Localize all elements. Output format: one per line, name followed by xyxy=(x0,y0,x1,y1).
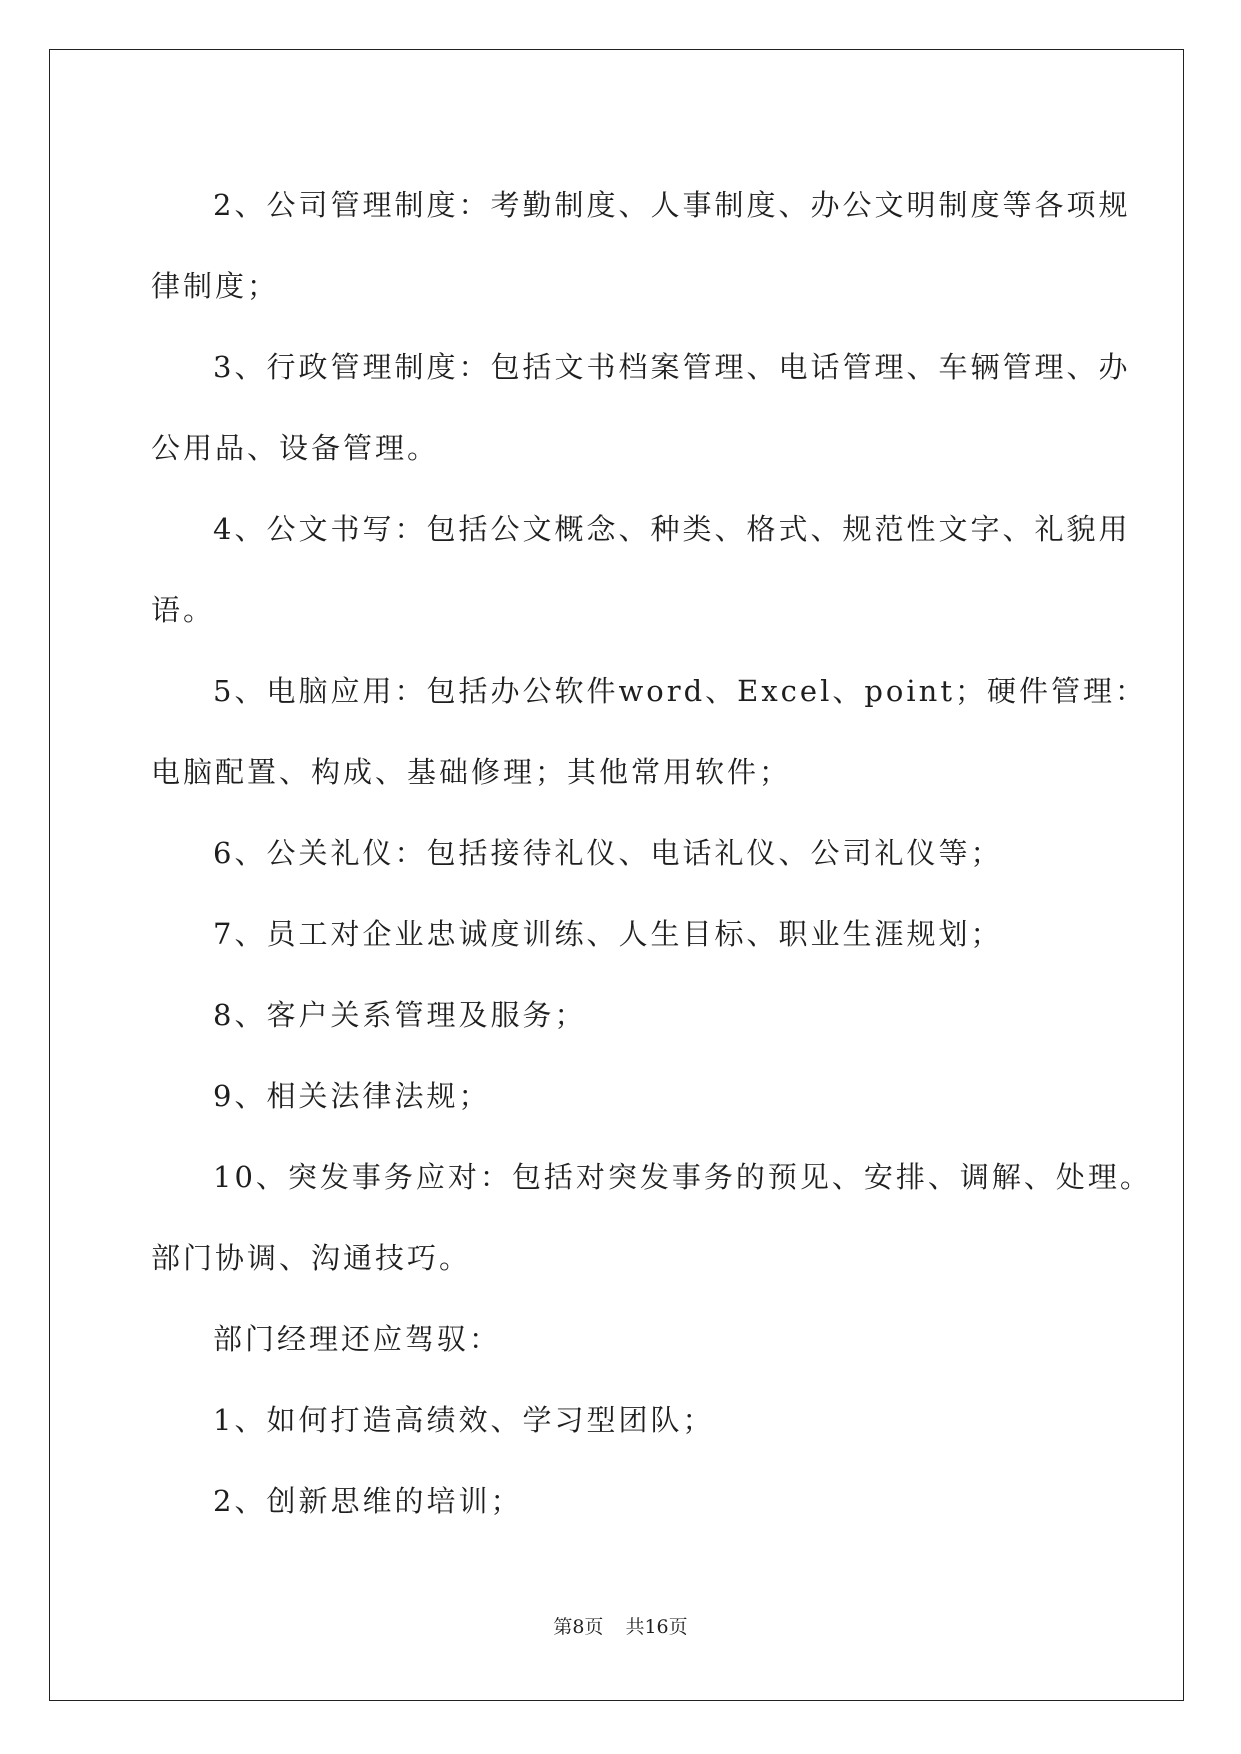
text-line: 部门经理还应驾驭： xyxy=(213,1322,502,1356)
text-line: 语。 xyxy=(151,593,216,627)
page-number-current: 第8页 xyxy=(553,1616,604,1638)
text-line: 5、电脑应用：包括办公软件word、Excel、point；硬件管理： xyxy=(213,674,1147,708)
text-line: 部门协调、沟通技巧。 xyxy=(151,1241,472,1275)
text-line: 3、行政管理制度：包括文书档案管理、电话管理、车辆管理、办 xyxy=(213,350,1131,384)
text-line: 9、相关法律法规； xyxy=(213,1079,491,1113)
text-line: 公用品、设备管理。 xyxy=(151,431,440,465)
document-body xyxy=(151,165,1152,1542)
text-line: 2、创新思维的培训； xyxy=(213,1484,523,1518)
text-line: 电脑配置、构成、基础修理；其他常用软件； xyxy=(151,755,792,789)
text-line: 6、公关礼仪：包括接待礼仪、电话礼仪、公司礼仪等； xyxy=(213,836,1003,870)
text-line: 7、员工对企业忠诚度训练、人生目标、职业生涯规划； xyxy=(213,917,1003,951)
text-line: 1、如何打造高绩效、学习型团队； xyxy=(213,1403,715,1437)
page-number-total: 共16页 xyxy=(625,1616,688,1638)
text-line: 4、公文书写：包括公文概念、种类、格式、规范性文字、礼貌用 xyxy=(213,512,1131,546)
page-footer xyxy=(0,1612,1241,1639)
text-line: 律制度； xyxy=(151,269,280,303)
text-line: 2、公司管理制度：考勤制度、人事制度、办公文明制度等各项规 xyxy=(213,188,1131,222)
text-line: 10、突发事务应对：包括对突发事务的预见、安排、调解、处理。 xyxy=(213,1160,1152,1194)
text-line: 8、客户关系管理及服务； xyxy=(213,998,587,1032)
